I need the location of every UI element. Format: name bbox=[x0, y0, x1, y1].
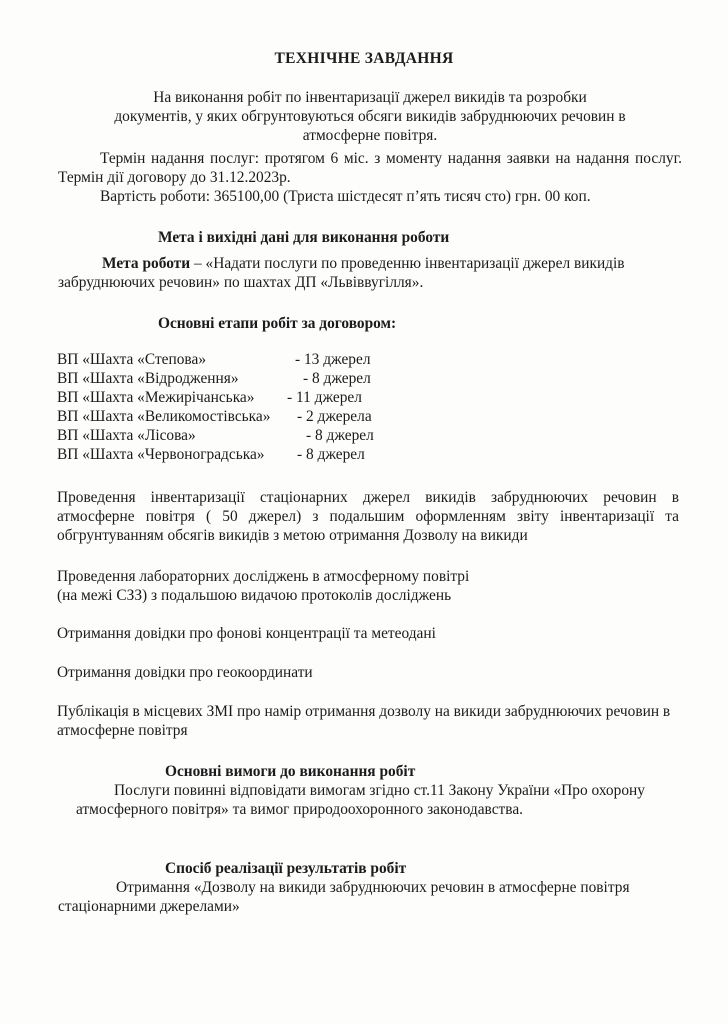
realization-paragraph: Отримання «Дозволу на викиди забруднюючих речовин в атмосферне повітря стаціонарними джерелами» bbox=[58, 879, 630, 915]
mine-name: ВП «Шахта «Межирічанська» bbox=[57, 389, 255, 406]
list-item bbox=[57, 426, 477, 445]
document-title: ТЕХНІЧНЕ ЗАВДАННЯ bbox=[274, 50, 454, 67]
stage-paragraph: Проведення інвентаризації стаціонарних джерел викидів забруднюючих речовин в атмосферне повітря ( 50 джерел) з подальшим оформленням звіту інвентаризації та обгрунтуванням обсягів викидів з метою отримання Дозволу на викиди bbox=[57, 489, 679, 544]
mine-source-count: - 13 джерел bbox=[295, 351, 371, 368]
intro-line: атмосферне повітря. bbox=[302, 127, 438, 144]
list-item bbox=[57, 369, 477, 388]
goal-text: – «Надати послуги по проведенню інвентаризації джерел викидів забруднюючих речовин» по шахтах ДП «Львіввугілля». bbox=[58, 255, 625, 291]
intro-line: На виконання робіт по інвентаризації джерел викидів та розробки bbox=[153, 89, 587, 106]
stage-paragraph: Публікація в місцевих ЗМІ про намір отримання дозволу на викиди забруднюючих речовин в атмосферне повітря bbox=[57, 703, 671, 739]
list-item bbox=[57, 407, 477, 426]
mine-source-count: - 8 джерел bbox=[306, 427, 374, 444]
goal-paragraph bbox=[58, 254, 678, 292]
intro-paragraph bbox=[60, 88, 680, 145]
goal-heading: Мета і вихідні дані для виконання роботи bbox=[158, 229, 450, 246]
intro-line: документів, у яких обгрунтовуються обсяги викидів забруднюючих речовин в bbox=[114, 108, 626, 125]
terms-paragraph: Термін надання послуг: протягом 6 міс. з моменту надання заявки на надання послуг. Термін дії договору до 31.12.2023р. bbox=[58, 150, 682, 186]
stage-paragraph: Проведення лабораторних досліджень в атмосферному повітрі (на межі СЗЗ) з подальшою видачою протоколів досліджень bbox=[57, 568, 470, 604]
list-item bbox=[57, 388, 477, 407]
mine-source-count: - 8 джерел bbox=[303, 370, 371, 387]
mines-list bbox=[57, 350, 477, 464]
mine-name: ВП «Шахта «Лісова» bbox=[57, 427, 196, 444]
cost-paragraph: Вартість роботи: 365100,00 (Триста шістдесят п’ять тисяч сто) грн. 00 коп. bbox=[100, 188, 591, 205]
stage-paragraph: Отримання довідки про фонові концентрації та метеодані bbox=[57, 625, 436, 642]
mine-name: ВП «Шахта «Великомостівська» bbox=[57, 408, 271, 425]
realization-heading: Спосіб реалізації результатів робіт bbox=[165, 860, 407, 877]
mine-source-count: - 8 джерел bbox=[297, 446, 365, 463]
mine-name: ВП «Шахта «Відродження» bbox=[57, 370, 239, 387]
goal-label: Мета роботи bbox=[102, 255, 191, 272]
mine-name: ВП «Шахта «Степова» bbox=[57, 351, 207, 368]
stages-heading: Основні етапи робіт за договором: bbox=[158, 315, 397, 332]
requirements-paragraph: Послуги повинні відповідати вимогам згідно ст.11 Закону України «Про охорону атмосферного повітря» та вимог природоохоронного законодавства. bbox=[76, 782, 645, 818]
mine-source-count: - 2 джерела bbox=[297, 408, 372, 425]
mine-name: ВП «Шахта «Червоноградська» bbox=[57, 446, 265, 463]
requirements-heading: Основні вимоги до виконання робіт bbox=[165, 763, 416, 780]
stage-paragraph: Отримання довідки про геокоординати bbox=[57, 664, 313, 681]
list-item bbox=[57, 350, 477, 369]
mine-source-count: - 11 джерел bbox=[287, 389, 362, 406]
list-item bbox=[57, 445, 477, 464]
